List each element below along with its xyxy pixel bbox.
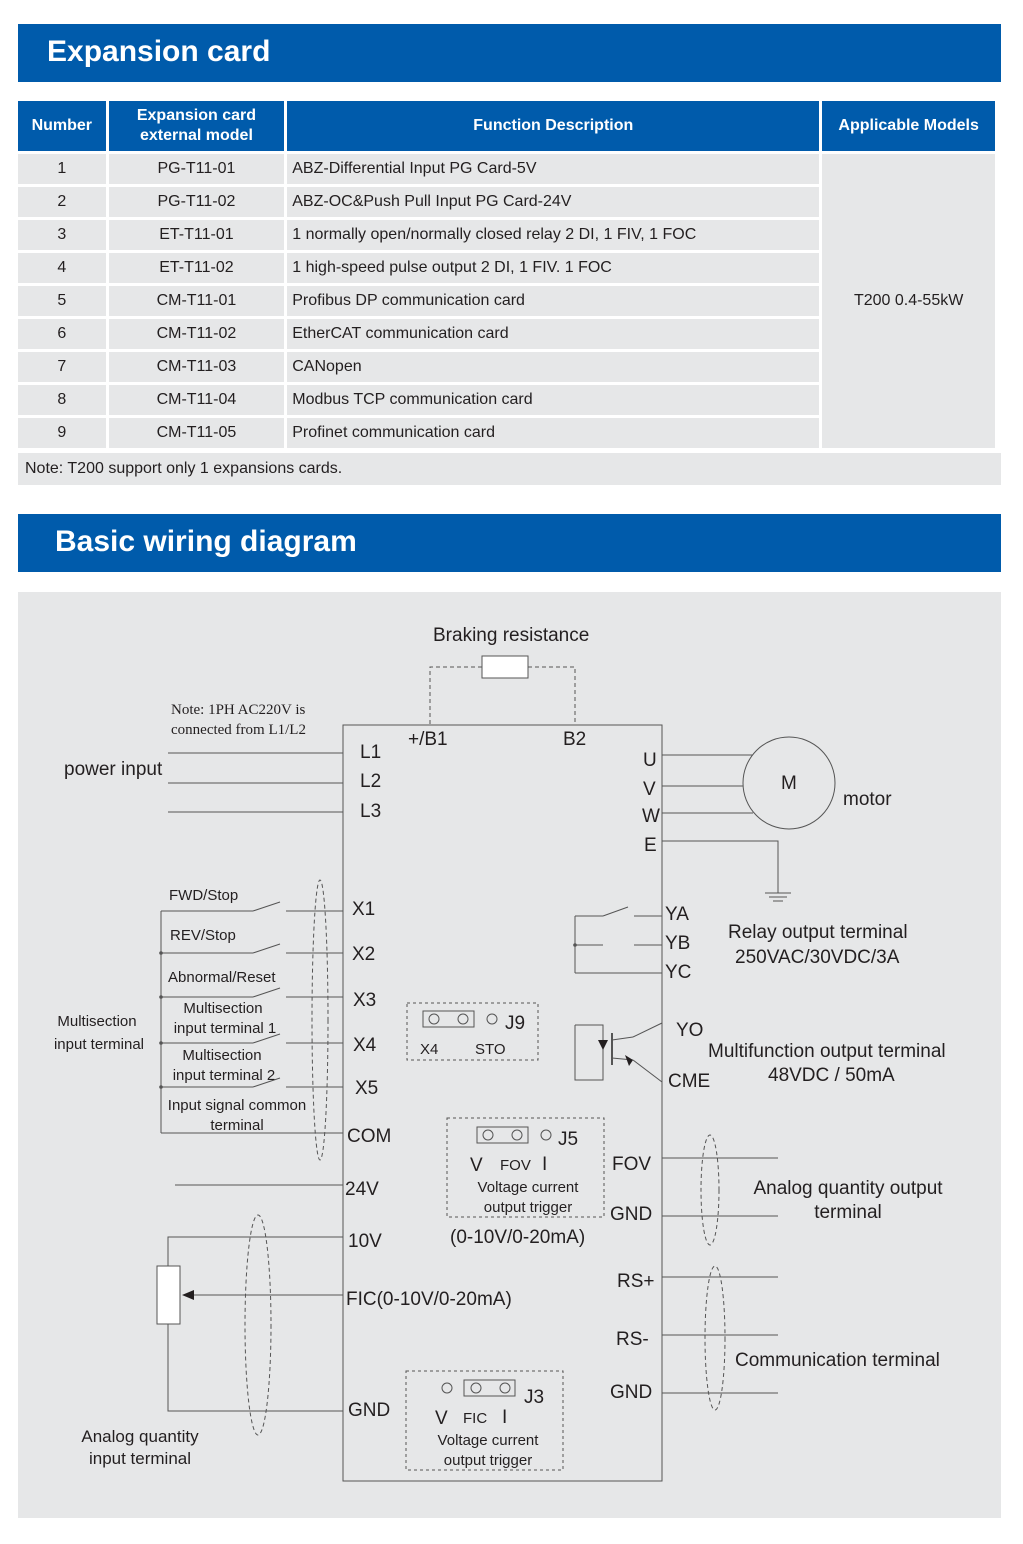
switch-abnormal-reset (161, 988, 343, 997)
label-j9: J9 (505, 1013, 526, 1034)
label-b1: +/B1 (408, 729, 448, 750)
label-ya: YA (665, 904, 689, 925)
label-multisection-input-line1: Multisection (57, 1013, 137, 1030)
label-note-line2: connected from L1/L2 (171, 722, 306, 738)
label-j3-fic: FIC (463, 1410, 488, 1427)
row-number: 1 (18, 154, 106, 184)
label-analog-in-line2: input terminal (88, 1449, 192, 1468)
label-x3: X3 (353, 990, 377, 1011)
label-fwd-stop: FWD/Stop (169, 887, 239, 904)
label-gnd-comm: GND (610, 1382, 653, 1403)
label-power-input: power input (64, 759, 163, 780)
label-x1: X1 (352, 899, 376, 920)
row-model: PG-T11-02 (109, 187, 285, 217)
wire-earth (662, 841, 778, 893)
shield-communication (705, 1266, 725, 1410)
label-relay-line2: 250VAC/30VDC/3A (735, 947, 900, 968)
label-v: V (643, 779, 656, 800)
optocoupler-led-icon (598, 1040, 608, 1050)
label-cme: CME (668, 1071, 711, 1092)
label-multisection1-line1: Multisection (183, 1000, 263, 1017)
label-multisection2-line1: Multisection (182, 1047, 262, 1064)
label-common-line1: Input signal common (167, 1097, 307, 1114)
j9-pin (487, 1014, 497, 1024)
row-model: CM-T11-01 (109, 286, 285, 316)
row-description: 1 high-speed pulse output 2 DI, 1 FIV. 1 FOC (287, 253, 819, 283)
label-multisection2-line2: input terminal 2 (172, 1067, 276, 1084)
j3-pin (471, 1383, 481, 1393)
j3-pin (500, 1383, 510, 1393)
row-model: CM-T11-03 (109, 352, 285, 382)
label-j5-line1: Voltage current (477, 1179, 579, 1196)
row-description: CANopen (287, 352, 819, 382)
j5-jumper (477, 1127, 528, 1143)
label-multifunction-line1: Multifunction output terminal (708, 1041, 946, 1062)
label-common-line2: terminal (210, 1117, 264, 1134)
label-j5-i: I (542, 1154, 548, 1175)
label-communication: Communication terminal (735, 1350, 940, 1371)
expansion-card-title: Expansion card (47, 35, 271, 68)
label-multifunction-line2: 48VDC / 50mA (768, 1065, 895, 1086)
label-x4: X4 (353, 1035, 377, 1056)
switch-rev-stop (161, 944, 343, 953)
row-description: Modbus TCP communication card (287, 385, 819, 415)
label-fov: FOV (612, 1154, 652, 1175)
shield-analog-outputs (701, 1135, 719, 1245)
label-j5-v: V (470, 1155, 483, 1176)
wire-10v (168, 1237, 343, 1266)
j9-pin (458, 1014, 468, 1024)
label-x5: X5 (355, 1078, 379, 1099)
label-l2: L2 (360, 771, 382, 792)
header-number: Number (18, 101, 106, 151)
label-l1: L1 (360, 742, 382, 763)
label-analog-out-line2: terminal (814, 1202, 882, 1223)
row-description: Profinet communication card (287, 418, 819, 448)
label-yo: YO (676, 1020, 704, 1041)
wiring-diagram-title: Basic wiring diagram (55, 525, 357, 558)
label-gnd-analog-out: GND (610, 1204, 653, 1225)
resistor-symbol (482, 656, 528, 678)
header-function: Function Description (287, 101, 819, 151)
transistor-collector (612, 1037, 633, 1040)
brake-wire-b1 (430, 667, 482, 725)
label-motor: motor (843, 789, 892, 810)
label-j5: J5 (558, 1129, 579, 1150)
j3-jumper (464, 1380, 515, 1396)
label-24v: 24V (345, 1179, 379, 1200)
row-number: 7 (18, 352, 106, 382)
wire-cme (633, 1060, 662, 1082)
label-relay-line1: Relay output terminal (728, 922, 908, 943)
label-yb: YB (665, 933, 691, 954)
row-model: ET-T11-02 (109, 253, 285, 283)
row-description: EtherCAT communication card (287, 319, 819, 349)
label-b2: B2 (563, 729, 587, 750)
label-e: E (644, 835, 657, 856)
brake-wire-b2 (528, 667, 575, 725)
j5-pin (512, 1130, 522, 1140)
label-j3-line1: Voltage current (437, 1432, 539, 1449)
relay-contact-ya (575, 907, 662, 916)
transistor-emitter-arrow (625, 1055, 633, 1066)
label-com: COM (347, 1126, 392, 1147)
label-10v: 10V (348, 1231, 382, 1252)
j5-pin (541, 1130, 551, 1140)
label-braking-resistance: Braking resistance (433, 625, 590, 646)
row-model: CM-T11-02 (109, 319, 285, 349)
potentiometer-wiper-arrow (182, 1290, 194, 1300)
wire-yo (633, 1023, 662, 1037)
shield-analog-inputs (245, 1215, 271, 1435)
potentiometer-symbol (157, 1266, 180, 1324)
row-number: 2 (18, 187, 106, 217)
j9-jumper (423, 1011, 474, 1027)
j3-pin (442, 1383, 452, 1393)
label-j3: J3 (524, 1387, 545, 1408)
label-motor-symbol: M (781, 773, 797, 794)
label-multisection1-line2: input terminal 1 (173, 1020, 277, 1037)
row-number: 3 (18, 220, 106, 250)
shield-digital-inputs (312, 880, 328, 1160)
optocoupler-frame (575, 1025, 603, 1080)
label-j3-v: V (435, 1408, 448, 1429)
label-j5-line2: output trigger (483, 1199, 573, 1216)
label-x2: X2 (352, 944, 376, 965)
label-j3-line2: output trigger (443, 1452, 533, 1469)
row-model: ET-T11-01 (109, 220, 285, 250)
j5-pin (483, 1130, 493, 1140)
header-model-line1: Expansion card (136, 107, 256, 124)
label-analog-out-line1: Analog quantity output (753, 1178, 943, 1199)
row-number: 6 (18, 319, 106, 349)
label-abnormal-reset: Abnormal/Reset (168, 969, 276, 986)
label-j9-sto: STO (475, 1041, 506, 1058)
label-j9-x4: X4 (420, 1041, 439, 1058)
label-j5-range: (0-10V/0-20mA) (450, 1227, 586, 1248)
row-model: CM-T11-04 (109, 385, 285, 415)
row-description: ABZ-Differential Input PG Card-5V (287, 154, 819, 184)
label-l3: L3 (360, 801, 382, 822)
label-gnd-analog-in: GND (348, 1400, 391, 1421)
row-number: 4 (18, 253, 106, 283)
row-description: ABZ-OC&Push Pull Input PG Card-24V (287, 187, 819, 217)
label-j5-fov: FOV (500, 1157, 531, 1174)
header-applicable-models: Applicable Models (822, 101, 995, 151)
drive-box (343, 725, 662, 1481)
ground-icon (765, 893, 791, 901)
row-description: Profibus DP communication card (287, 286, 819, 316)
row-model: CM-T11-05 (109, 418, 285, 448)
label-j3-i: I (502, 1407, 508, 1428)
label-yc: YC (665, 962, 692, 983)
applicable-models-cell: T200 0.4-55kW (822, 154, 995, 448)
header-model-line2: external model (139, 127, 253, 144)
label-w: W (642, 806, 660, 827)
label-rs-plus: RS+ (617, 1271, 655, 1292)
row-number: 5 (18, 286, 106, 316)
label-analog-in-line1: Analog quantity (81, 1427, 199, 1446)
row-description: 1 normally open/normally closed relay 2 DI, 1 FIV, 1 FOC (287, 220, 819, 250)
label-multisection-input-line2: input terminal (53, 1036, 145, 1053)
label-rev-stop: REV/Stop (170, 927, 236, 944)
label-fic: FIC(0-10V/0-20mA) (346, 1289, 512, 1310)
label-rs-minus: RS- (616, 1329, 649, 1350)
expansion-note: Note: T200 support only 1 expansions cards. (18, 453, 1001, 485)
j9-pin (429, 1014, 439, 1024)
label-u: U (643, 750, 657, 771)
row-number: 9 (18, 418, 106, 448)
row-number: 8 (18, 385, 106, 415)
wire-gnd-analog-in (168, 1324, 343, 1411)
row-model: PG-T11-01 (109, 154, 285, 184)
label-note-line1: Note: 1PH AC220V is (171, 702, 306, 718)
